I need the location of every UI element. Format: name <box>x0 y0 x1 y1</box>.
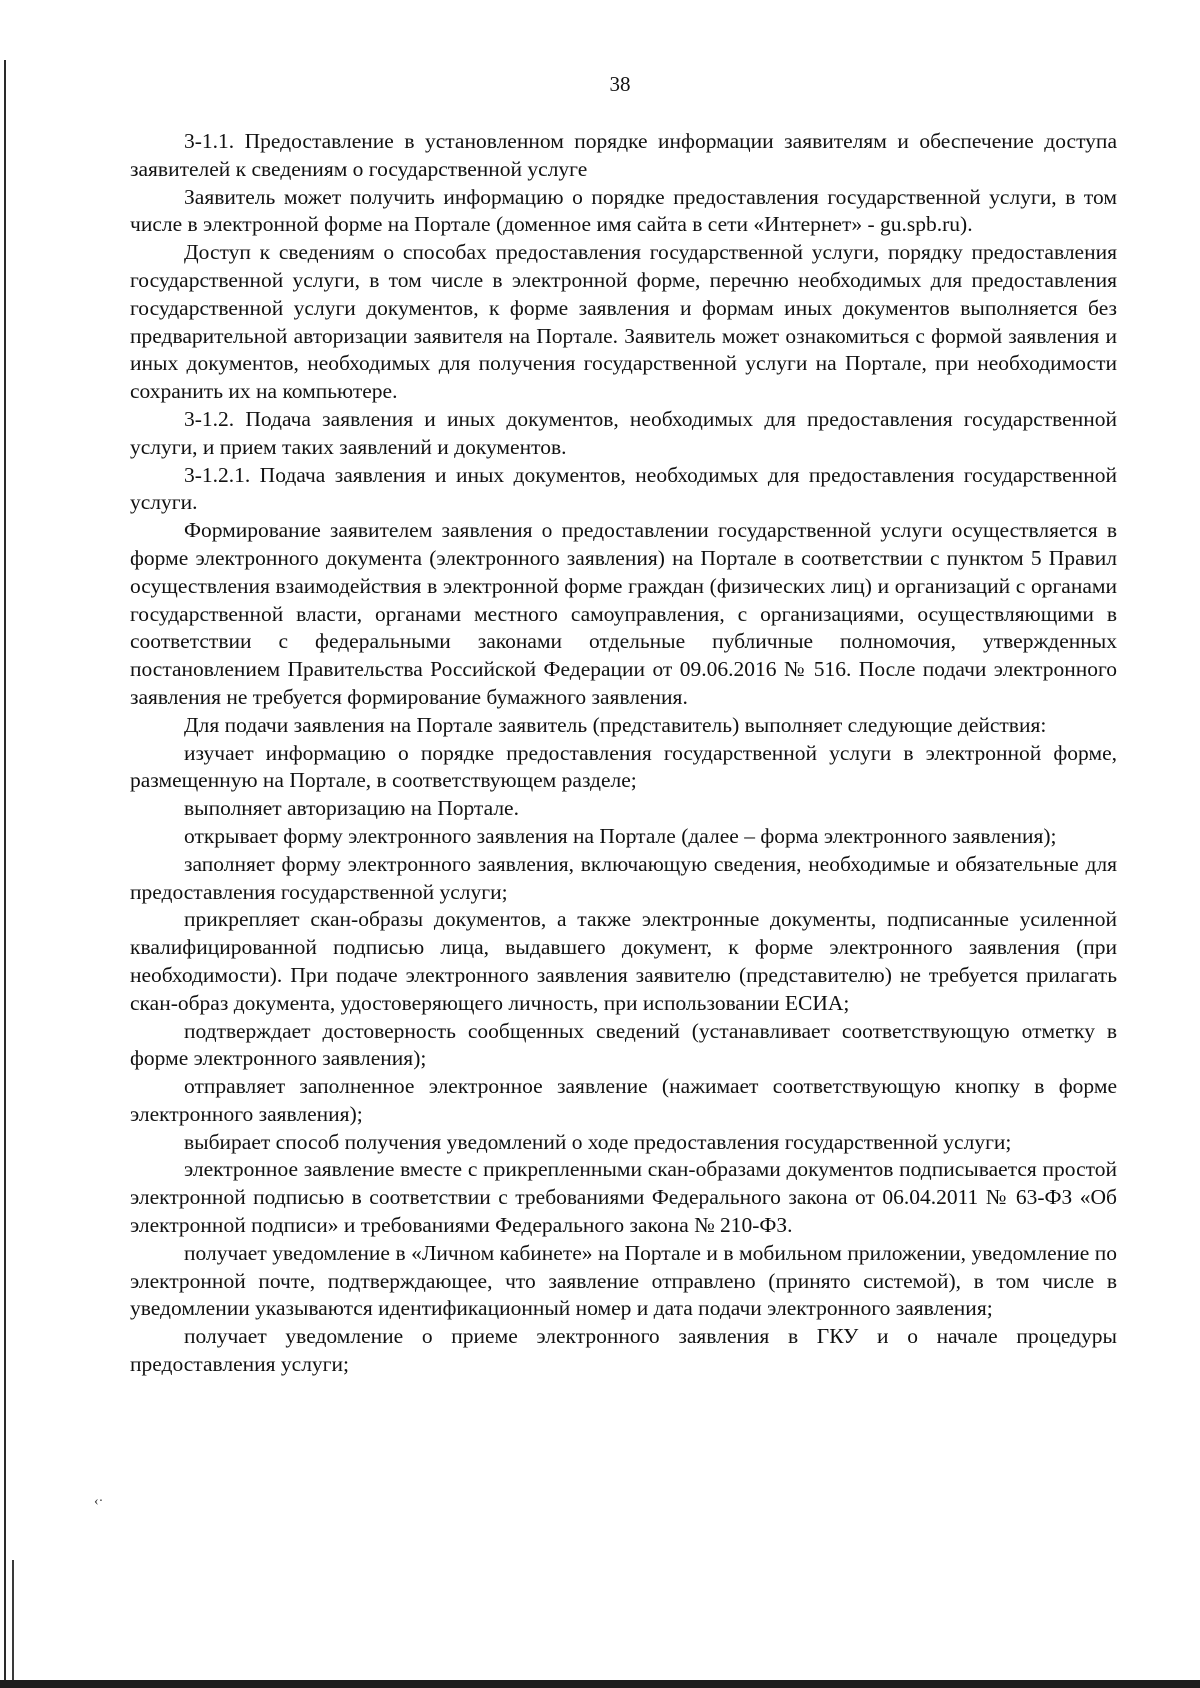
paragraph-actions-intro: Для подачи заявления на Портале заявитель (представитель) выполняет следующие действия: <box>184 712 1047 737</box>
paragraph-info-portal: Заявитель может получить информацию о порядке предоставления государственной услуги, в том числе в электронной форме на Портале (доменное имя сайта в сети «Интернет» - gu.spb.ru). <box>130 184 1117 237</box>
list-item-send-application: отправляет заполненное электронное заявление (нажимает соответствующую кнопку в форме электронного заявления); <box>130 1074 1117 1126</box>
list-item-signature: электронное заявление вместе с прикрепленными скан-образами документов подписывается простой электронной подписью в соответствии с требованиями Федерального закона от 06.04.2011 № 63-ФЗ «Об электронной подписи» и требованиями Федерального закона № 210-ФЗ. <box>130 1157 1117 1238</box>
paragraph-3-1-1-heading: 3-1.1. Предоставление в установленном порядке информации заявителям и обеспечение доступа заявителей к сведениям о государственной услуге <box>130 129 1117 181</box>
paragraph-3-1-2-heading: 3-1.2. Подача заявления и иных документов, необходимых для предоставления государственной услуги, и прием таких заявлений и документов. <box>130 406 1117 459</box>
list-item-notification-gku: получает уведомление о приеме электронного заявления в ГКУ и о начале процедуры предоставления услуги; <box>130 1324 1117 1377</box>
list-item-open-form: открывает форму электронного заявления на Портале (далее – форма электронного заявления); <box>184 823 1057 848</box>
paragraph-3-1-2-1-heading: 3-1.2.1. Подача заявления и иных документов, необходимых для предоставления государственной услуги. <box>130 462 1117 515</box>
list-item-fill-form: заполняет форму электронного заявления, включающую сведения, необходимые и обязательные для предоставления государственной услуги; <box>130 851 1117 904</box>
margin-mark: ‹· <box>94 1494 104 1509</box>
paragraph-access-info: Доступ к сведениям о способах предоставления государственной услуги, порядку предоставления государственной услуги, в том числе в электронной форме, перечню необходимых для предоставления государственной услуги документов, к форме заявления и формам иных документов выполняется без предварительной авторизации заявителя на Портале. Заявитель может ознакомиться с формой заявления и иных документов, необходимых для получения государственной услуги на Портале, при необходимости сохранить их на компьютере. <box>130 240 1117 404</box>
list-item-study-info: изучает информацию о порядке предоставления государственной услуги в электронной форме, размещенную на Портале, в соответствующем разделе; <box>130 740 1117 793</box>
list-item-authorization: выполняет авторизацию на Портале. <box>184 796 519 821</box>
list-item-notification-cabinet: получает уведомление в «Личном кабинете» на Портале и в мобильном приложении, уведомление по электронной почте, подтверждающее, что заявление отправлено (принято системой), в том числе в уведомлении указываются идентификационный номер и дата подачи электронного заявления; <box>130 1240 1117 1321</box>
paragraph-application-forming: Формирование заявителем заявления о предоставлении государственной услуги осуществляется в форме электронного документа (электронного заявления) на Портале в соответствии с пунктом 5 Правил осуществления взаимодействия в электронной форме граждан (физических лиц) и организаций с органами государственной власти, органами местного самоуправления, с организациями, осуществляющими в соответствии с федеральными законами отдельные публичные полномочия, утвержденных постановлением Правительства Российской Федерации от 09.06.2016 № 516. После подачи электронного заявления не требуется формирование бумажного заявления. <box>130 518 1117 709</box>
page-number: 38 <box>609 72 631 96</box>
list-item-confirm-data: подтверждает достоверность сообщенных сведений (устанавливает соответствующую отметку в форме электронного заявления); <box>130 1018 1117 1071</box>
list-item-attach-scans: прикрепляет скан-образы документов, а также электронные документы, подписанные усиленной квалифицированной подписью лица, выдавшего документ, к форме электронного заявления (при необходимости). При подаче электронного заявления заявителю (представителю) не требуется прилагать скан-образ документа, удостоверяющего личность, при использовании ЕСИА; <box>130 907 1117 1015</box>
scan-edge-left-inner <box>12 1560 14 1680</box>
scan-edge-bottom <box>0 1680 1200 1688</box>
list-item-choose-notifications: выбирает способ получения уведомлений о ходе предоставления государственной услуги; <box>184 1129 1012 1154</box>
scan-edge-left <box>4 60 6 1680</box>
document-body <box>130 128 1117 1379</box>
